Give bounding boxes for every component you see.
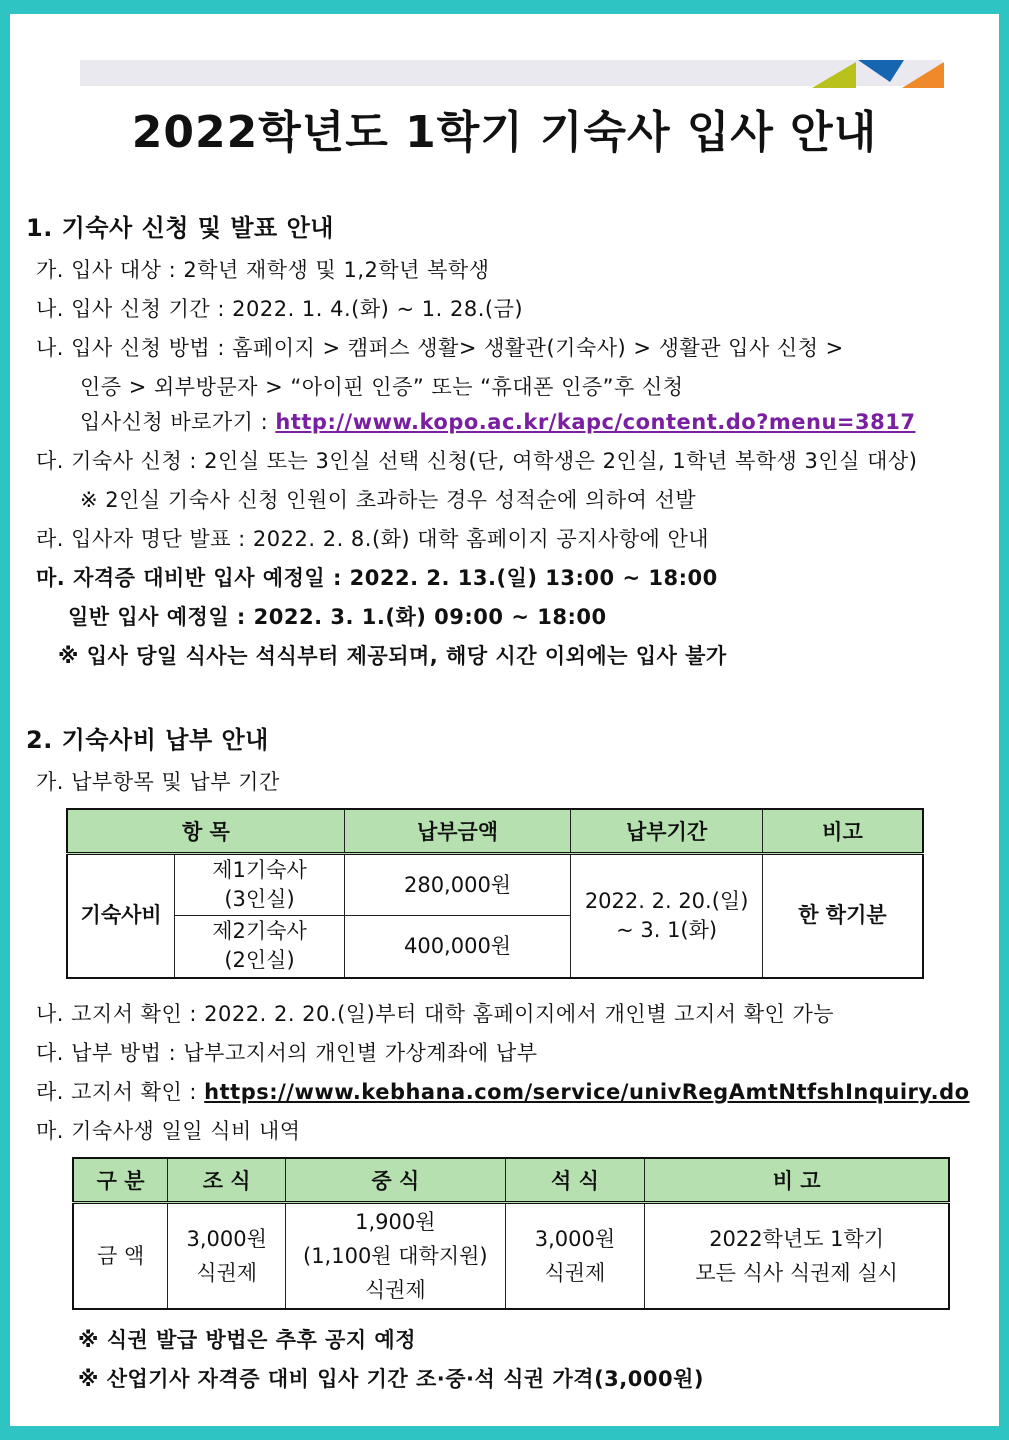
fee-header-item: 항 목 bbox=[67, 809, 344, 854]
s1-line-room: 다. 기숙사 신청 : 2인실 또는 3인실 선택 신청(단, 여학생은 2인실, 1학년 복학생 3인실 대상) bbox=[36, 449, 918, 473]
meal-note: 2022학년도 1학기 모든 식사 식권제 실시 bbox=[645, 1203, 949, 1310]
meal-dinner: 3,000원 식권제 bbox=[505, 1203, 645, 1310]
meal-header-lunch: 중 식 bbox=[286, 1158, 506, 1203]
apply-link[interactable]: http://www.kopo.ac.kr/kapc/content.do?menu=3817 bbox=[275, 410, 916, 434]
s2-foot-cert-price: ※ 산업기사 자격증 대비 입사 기간 조·중·석 식권 가격(3,000원) bbox=[78, 1367, 704, 1391]
s2-line-pay-method: 다. 납부 방법 : 납부고지서의 개인별 가상계좌에 납부 bbox=[36, 1041, 538, 1065]
meal-header-note: 비 고 bbox=[645, 1158, 949, 1203]
table-row bbox=[73, 1203, 949, 1310]
meal-header-dinner: 석 식 bbox=[505, 1158, 645, 1203]
fee-header-period: 납부기간 bbox=[571, 809, 763, 854]
bill-link[interactable]: https://www.kebhana.com/service/univRegAmtNtfshInquiry.do bbox=[204, 1080, 970, 1104]
s2-line-bill-url bbox=[36, 1076, 970, 1106]
meal-lunch: 1,900원 (1,100원 대학지원) 식권제 bbox=[286, 1203, 506, 1310]
section2-heading: 2. 기숙사비 납부 안내 bbox=[26, 726, 269, 754]
s2-line-meal-cost: 마. 기숙사생 일일 식비 내역 bbox=[36, 1119, 301, 1143]
s2-line-items: 가. 납부항목 및 납부 기간 bbox=[36, 770, 280, 794]
s2-line-bill: 나. 고지서 확인 : 2022. 2. 20.(일)부터 대학 홈페이지에서 개인별 고지서 확인 가능 bbox=[36, 1002, 835, 1026]
section1-heading: 1. 기숙사 신청 및 발표 안내 bbox=[26, 214, 334, 242]
meal-breakfast: 3,000원 식권제 bbox=[168, 1203, 286, 1310]
s1-line-target: 가. 입사 대상 : 2학년 재학생 및 1,2학년 복학생 bbox=[36, 258, 490, 282]
s1-line-general-move-in: 일반 입사 예정일 : 2022. 3. 1.(화) 09:00 ~ 18:00 bbox=[68, 605, 607, 629]
page-title: 2022학년도 1학기 기숙사 입사 안내 bbox=[131, 107, 878, 158]
fee-period: 2022. 2. 20.(일) ~ 3. 1(화) bbox=[571, 854, 763, 978]
fee-category: 기숙사비 bbox=[67, 854, 175, 978]
meal-row-label: 금 액 bbox=[73, 1203, 168, 1310]
meal-header-breakfast: 조 식 bbox=[168, 1158, 286, 1203]
fee-item: 제1기숙사 (3인실) bbox=[175, 854, 345, 916]
s1-line-period: 나. 입사 신청 기간 : 2022. 1. 4.(화) ~ 1. 28.(금) bbox=[36, 297, 524, 321]
bill-url-label: 라. 고지서 확인 : bbox=[36, 1080, 205, 1104]
meal-header-category: 구 분 bbox=[73, 1158, 168, 1203]
fee-amount: 400,000원 bbox=[344, 916, 571, 978]
fee-amount: 280,000원 bbox=[344, 854, 571, 916]
notice-page bbox=[10, 14, 999, 1426]
fee-table bbox=[66, 808, 924, 979]
shortcut-label: 입사신청 바로가기 : bbox=[80, 410, 276, 434]
meal-table-header bbox=[73, 1158, 949, 1203]
meal-table bbox=[72, 1157, 950, 1310]
s1-line-note: ※ 2인실 기숙사 신청 인원이 초과하는 경우 성적순에 의하여 선발 bbox=[80, 488, 697, 512]
s1-line-meal-note: ※ 입사 당일 식사는 석식부터 제공되며, 해당 시간 이외에는 입사 불가 bbox=[58, 644, 727, 668]
fee-table-header bbox=[67, 809, 923, 854]
fee-item: 제2기숙사 (2인실) bbox=[175, 916, 345, 978]
table-row bbox=[67, 854, 923, 916]
s1-line-shortcut bbox=[80, 406, 915, 436]
fee-note: 한 학기분 bbox=[762, 854, 923, 978]
s2-foot-ticket: ※ 식권 발급 방법은 추후 공지 예정 bbox=[78, 1328, 416, 1352]
fee-header-note: 비고 bbox=[762, 809, 923, 854]
s1-line-method-cont: 인증 > 외부방문자 > “아이핀 인증” 또는 “휴대폰 인증”후 신청 bbox=[80, 375, 684, 399]
s1-line-method: 나. 입사 신청 방법 : 홈페이지 > 캠퍼스 생활> 생활관(기숙사) > 생활관 입사 신청 > bbox=[36, 336, 844, 360]
logo-triangles-icon bbox=[812, 58, 944, 88]
fee-header-amount: 납부금액 bbox=[344, 809, 571, 854]
s1-line-cert-move-in: 마. 자격증 대비반 입사 예정일 : 2022. 2. 13.(일) 13:00 ~ 18:00 bbox=[36, 566, 718, 590]
s1-line-announce: 라. 입사자 명단 발표 : 2022. 2. 8.(화) 대학 홈페이지 공지사항에 안내 bbox=[36, 527, 710, 551]
